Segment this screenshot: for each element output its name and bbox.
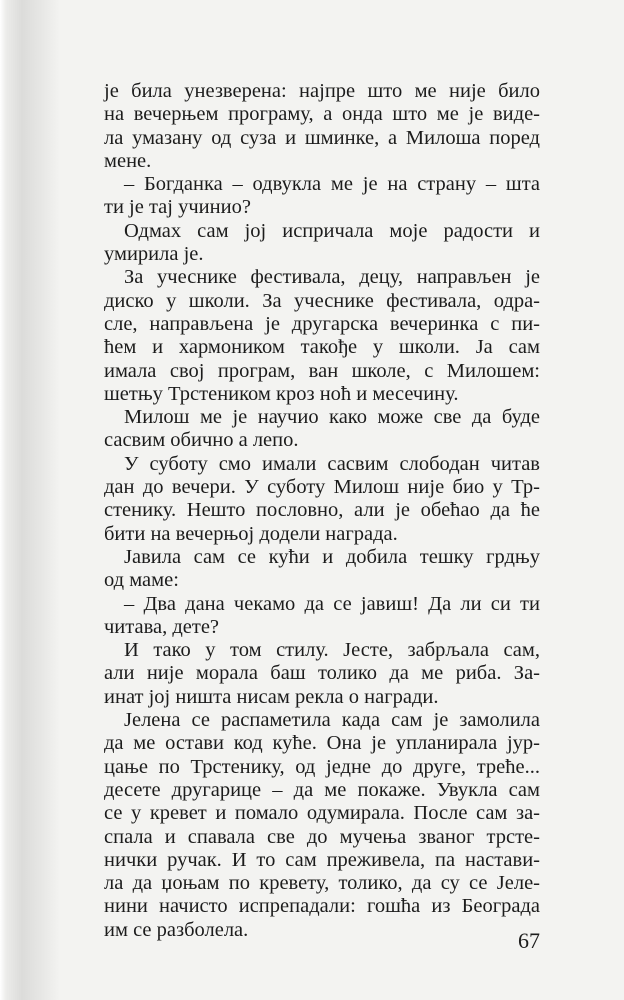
text-line: нини начисто испрепадали: гошћа из Београда bbox=[104, 895, 540, 918]
page-number: 67 bbox=[518, 928, 540, 953]
binding-shadow bbox=[0, 0, 60, 1000]
text-line: цање по Трстенику, од једне до друге, треће... bbox=[104, 755, 540, 778]
text-line: имала свој програм, ван школе, с Милошем: bbox=[104, 359, 540, 382]
text-line: За учеснике фестивала, децу, направљен је bbox=[124, 266, 540, 289]
text-line: диско у школи. За учеснике фестивала, одра- bbox=[104, 289, 540, 312]
text-line: Јелена се распаметила када сам је замолила bbox=[124, 709, 540, 732]
text-line: се у кревет и помало одумирала. После сам за- bbox=[104, 802, 540, 825]
text-line: Јавила сам се кући и добила тешку грдњу bbox=[124, 545, 540, 568]
text-line: дан до вечери. У суботу Милош није био у Тр- bbox=[104, 476, 540, 499]
text-line: ти је тај учинио? bbox=[104, 196, 251, 219]
text-line: мене. bbox=[104, 149, 152, 172]
text-line: бити на вечерњој додели награда. bbox=[104, 522, 398, 545]
text-line: – Богданка – одвукла ме је на страну – шта bbox=[124, 173, 540, 196]
text-line: им се разболела. bbox=[104, 918, 249, 941]
text-line: да ме остави код куће. Она је упланирала јур- bbox=[104, 732, 540, 755]
text-line: умирила је. bbox=[104, 243, 204, 266]
text-line: Одмах сам јој испричала моје радости и bbox=[124, 219, 540, 242]
text-line: шетњу Трстеником кроз ноћ и месечину. bbox=[104, 382, 459, 405]
text-line: сасвим обично а лепо. bbox=[104, 429, 299, 452]
text-line: спала и спавала све до мучења званог трсте- bbox=[104, 825, 540, 848]
body-text bbox=[104, 80, 540, 942]
text-line: читава, дете? bbox=[104, 615, 220, 638]
text-line: десете другарице – да ме покаже. Увукла сам bbox=[104, 778, 540, 801]
text-line: од маме: bbox=[104, 569, 179, 592]
text-line: сле, направљена је другарска вечеринка с пи- bbox=[104, 312, 540, 335]
text-line: је била унезверена: најпре што ме није било bbox=[104, 80, 540, 102]
text-line: инат јој ништа нисам рекла о награди. bbox=[104, 685, 439, 708]
text-line: У суботу смо имали сасвим слободан читав bbox=[124, 452, 540, 475]
text-line: нички ручак. И то сам преживела, па настави- bbox=[104, 848, 540, 871]
text-line: али није морала баш толико да ме риба. За- bbox=[104, 662, 540, 685]
text-line: ла да џоњам по кревету, толико, да су се Јеле- bbox=[104, 872, 540, 895]
text-line: ла умазану од суза и шминке, а Милоша поред bbox=[104, 126, 540, 149]
text-line: стенику. Нешто пословно, али је обећао да ће bbox=[104, 499, 540, 522]
text-line: – Два дана чекамо да се јавиш! Да ли си ти bbox=[124, 592, 540, 615]
text-line: Милош ме је научио како може све да буде bbox=[124, 406, 540, 429]
text-line: И тако у том стилу. Јесте, забрљала сам, bbox=[124, 639, 540, 662]
text-line: ћем и хармоником такође у школи. Ја сам bbox=[104, 336, 540, 359]
text-line: на вечерњем програму, а онда што ме је виде- bbox=[104, 103, 540, 126]
